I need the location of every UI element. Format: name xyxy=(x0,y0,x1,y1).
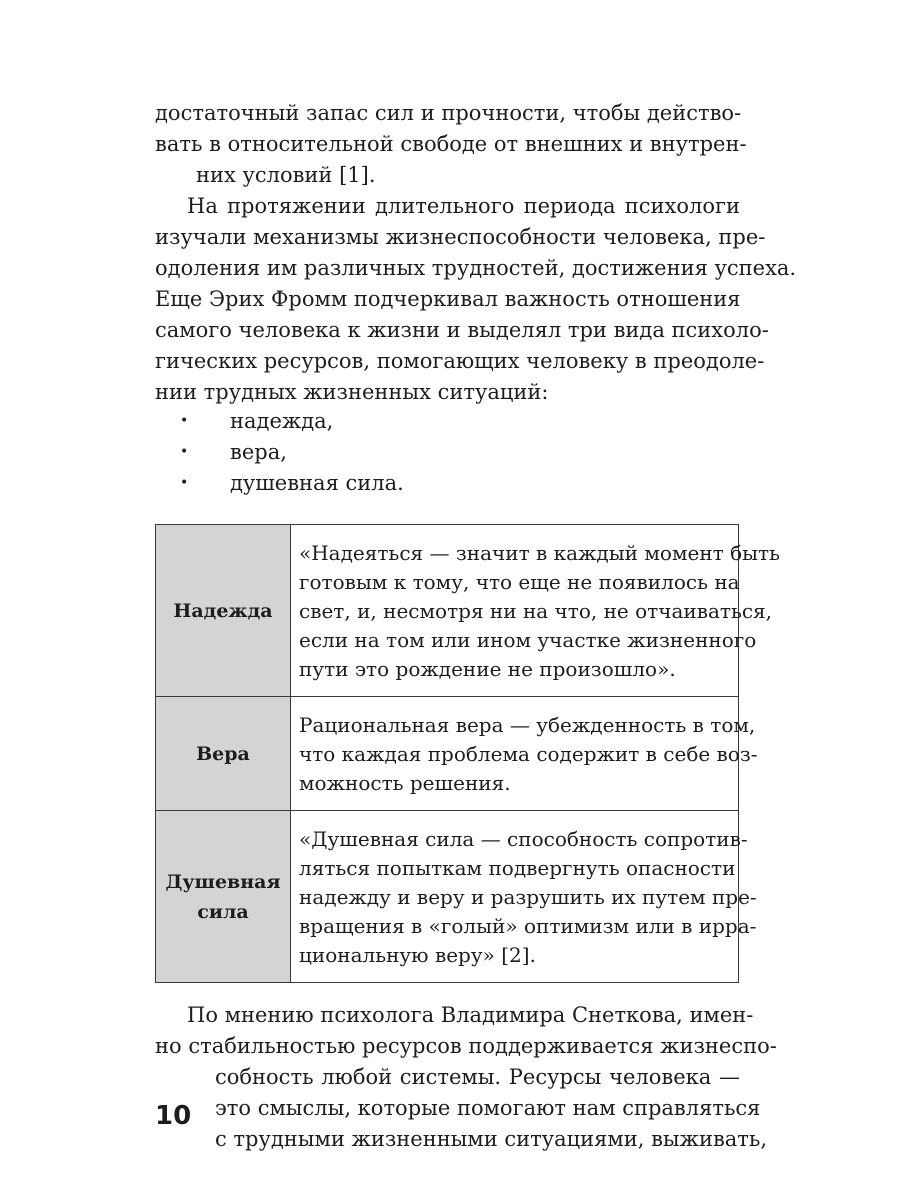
definition-line: Рациональная вера — убежденность в том, xyxy=(299,713,756,737)
definition-line: можность решения. xyxy=(299,771,511,795)
page-number: 10 xyxy=(155,1101,192,1131)
definition-line: «Душевная сила — способность сопротив- xyxy=(299,827,748,851)
definition-line: пути это рождение не произошло». xyxy=(299,657,676,681)
definition-line: надежду и веру и разрушить их путем пре- xyxy=(299,885,757,909)
final-paragraph-line-4: это смыслы, которые помогают нам справляться xyxy=(215,1096,761,1120)
definition-line: готовым к тому, что еще не появилось на xyxy=(299,570,740,594)
intro-line-2: вать в относительной свободе от внешних и внутрен- xyxy=(155,132,747,156)
paragraph-2-line-1: На протяжении длительного периода психологи xyxy=(187,194,740,218)
table-row-fortitude xyxy=(156,811,739,983)
table-row-hope xyxy=(156,525,739,697)
paragraph-2-line-6: гических ресурсов, помогающих человеку в преодоле- xyxy=(155,349,765,373)
bullet-item-faith: вера, xyxy=(230,440,287,464)
intro-line-3: них условий [1]. xyxy=(196,163,376,187)
table-row-faith xyxy=(156,697,739,811)
paragraph-2-line-3: одоления им различных трудностей, достижения успеха. xyxy=(155,256,797,280)
intro-line-1: достаточный запас сил и прочности, чтобы действо- xyxy=(155,101,742,125)
final-paragraph-line-3: собность любой системы. Ресурсы человека — xyxy=(215,1065,740,1089)
final-paragraph-line-1: По мнению психолога Владимира Снеткова, имен- xyxy=(187,1003,754,1027)
term-label: Надежда xyxy=(173,599,273,622)
definition-line: что каждая проблема содержит в себе воз- xyxy=(299,742,758,766)
bullet-item-fortitude: душевная сила. xyxy=(230,471,404,495)
term-cell-faith xyxy=(156,697,291,811)
resources-table xyxy=(155,524,781,983)
paragraph-2-line-5: самого человека к жизни и выделял три вида психоло- xyxy=(155,318,769,342)
bullet-marker: • xyxy=(180,475,189,491)
paragraph-2-line-4: Еще Эрих Фромм подчеркивал важность отношения xyxy=(155,287,741,311)
definition-cell-faith xyxy=(291,697,758,811)
definition-line: вращения в «голый» оптимизм или в ирра- xyxy=(299,914,757,938)
definition-cell-fortitude xyxy=(291,811,757,983)
definition-cell-hope xyxy=(291,525,781,697)
paragraph-2-line-7: нии трудных жизненных ситуаций: xyxy=(155,380,549,404)
term-cell-hope xyxy=(156,525,291,697)
final-paragraph-line-5: с трудными жизненными ситуациями, выживать, xyxy=(215,1127,768,1151)
term-label-line-1: Душевная xyxy=(165,870,281,893)
definition-line: «Надеяться — значит в каждый момент быть xyxy=(299,541,781,565)
definition-line: циональную веру» [2]. xyxy=(299,943,536,967)
bullet-item-hope: надежда, xyxy=(230,409,334,433)
bullet-marker: • xyxy=(180,444,189,460)
term-cell-fortitude xyxy=(156,811,291,983)
bullet-marker: • xyxy=(180,413,189,429)
definition-line: свет, и, несмотря ни на что, не отчаиваться, xyxy=(299,599,773,623)
definition-line: ляться попыткам подвергнуть опасности xyxy=(299,856,736,880)
term-label: Вера xyxy=(196,742,250,765)
paragraph-2-line-2: изучали механизмы жизнеспособности человека, пре- xyxy=(155,225,766,249)
term-label-line-2: сила xyxy=(197,900,249,923)
definition-line: если на том или ином участке жизненного xyxy=(299,628,757,652)
final-paragraph-line-2: но стабильностью ресурсов поддерживается жизнеспо- xyxy=(155,1034,777,1058)
